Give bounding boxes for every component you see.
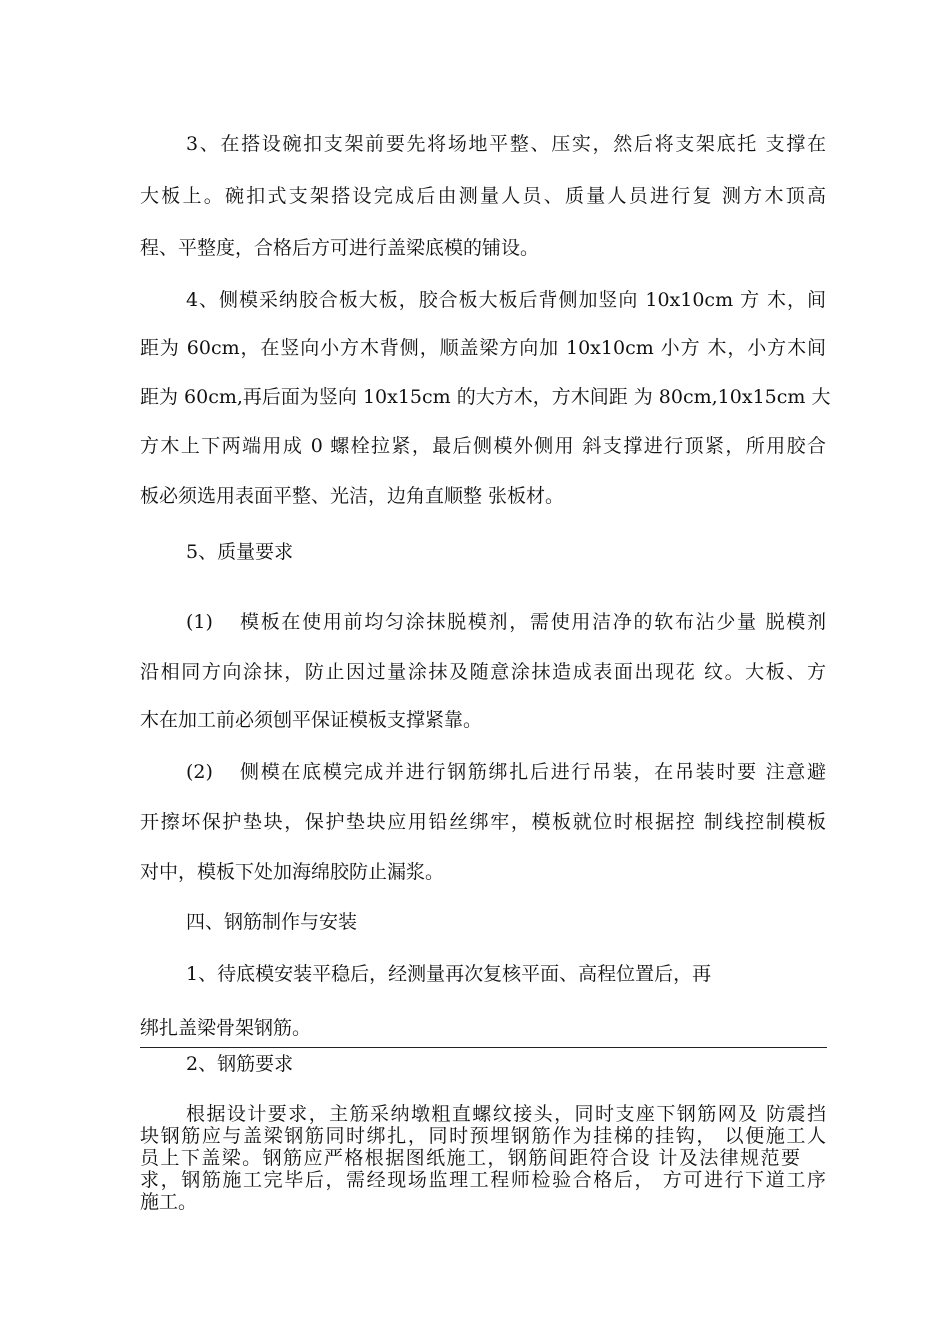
paragraph-3-line-2: 大板上。碗扣式支架搭设完成后由测量人员、质量人员进行复 测方木顶高 bbox=[140, 185, 826, 207]
item-number-2: (2) bbox=[186, 761, 213, 783]
rebar-item-1-line-1: 1、待底模安装平稳后，经测量再次复核平面、高程位置后，再 bbox=[186, 963, 712, 985]
item-1-line-1: 模板在使用前均匀涂抹脱模剂，需使用洁净的软布沾少量 脱模剂 bbox=[240, 611, 826, 633]
paragraph-4-line-2: 距为 60cm，在竖向小方木背侧，顺盖梁方向加 10x10cm 小方 木，小方木间 bbox=[140, 337, 826, 359]
section-heading-quality: 5、质量要求 bbox=[186, 541, 294, 563]
item-2-line-1: 侧模在底模完成并进行钢筋绑扎后进行吊装，在吊装时要 注意避 bbox=[240, 761, 826, 783]
item-2-line-3: 对中，模板下处加海绵胶防止漏浆。 bbox=[140, 861, 445, 883]
item-number-1: (1) bbox=[186, 611, 213, 633]
paragraph-4-line-5: 板必须选用表面平整、光洁，边角直顺整 张板材。 bbox=[140, 485, 565, 507]
item-1-line-3: 木在加工前必须刨平保证模板支撑紧靠。 bbox=[140, 709, 483, 731]
paragraph-3-line-3: 程、平整度，合格后方可进行盖梁底模的铺设。 bbox=[140, 237, 540, 259]
paragraph-4-line-3: 距为 60cm,再后面为竖向 10x15cm 的大方木，方木间距 为 80cm,10x15cm 大 bbox=[140, 386, 831, 408]
final-paragraph-line-1: 根据设计要求，主筋采纳墩粗直螺纹接头，同时支座下钢筋网及 防震挡 bbox=[186, 1103, 826, 1125]
final-paragraph-line-3: 员上下盖梁。钢筋应严格根据图纸施工，钢筋间距符合设 计及法律规范要 bbox=[140, 1147, 800, 1169]
rebar-item-1-line-2: 绑扎盖梁骨架钢筋。 bbox=[140, 1017, 312, 1039]
section-heading-rebar: 四、钢筋制作与安装 bbox=[186, 911, 358, 933]
final-paragraph-line-5: 施工。 bbox=[140, 1191, 198, 1213]
final-paragraph-line-2: 块钢筋应与盖梁钢筋同时绑扎，同时预埋钢筋作为挂梯的挂钩， 以便施工人 bbox=[140, 1125, 826, 1147]
paragraph-4-line-1: 4、侧模采纳胶合板大板，胶合板大板后背侧加竖向 10x10cm 方 木，间 bbox=[186, 289, 826, 311]
paragraph-3-line-1: 3、在搭设碗扣支架前要先将场地平整、压实，然后将支架底托 支撑在 bbox=[186, 133, 826, 155]
rebar-requirements-heading: 2、钢筋要求 bbox=[186, 1053, 294, 1075]
horizontal-divider bbox=[140, 1047, 827, 1048]
paragraph-4-line-4: 方木上下两端用成 0 螺栓拉紧，最后侧模外侧用 斜支撑进行顶紧，所用胶合 bbox=[140, 435, 826, 457]
final-paragraph-line-4: 求，钢筋施工完毕后，需经现场监理工程师检验合格后， 方可进行下道工序 bbox=[140, 1169, 826, 1191]
item-2-line-2: 开擦坏保护垫块，保护垫块应用铅丝绑牢，模板就位时根据控 制线控制模板 bbox=[140, 811, 826, 833]
item-1-line-2: 沿相同方向涂抹，防止因过量涂抹及随意涂抹造成表面出现花 纹。大板、方 bbox=[140, 661, 826, 683]
